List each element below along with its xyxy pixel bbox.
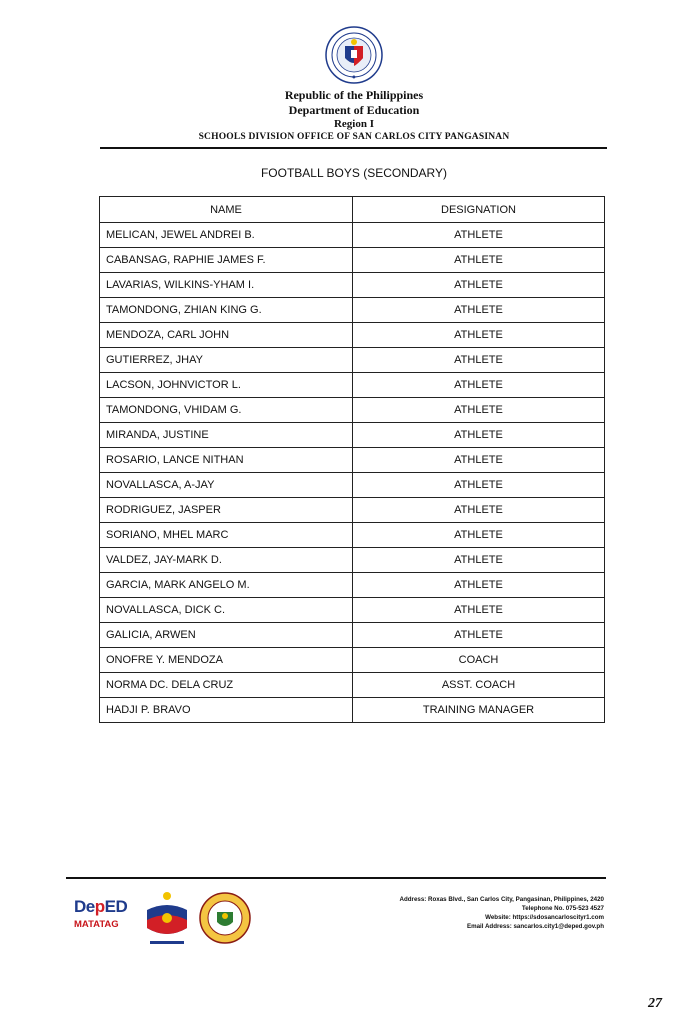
roster-table [99, 196, 605, 723]
header-name: NAME [100, 197, 353, 223]
table-row [100, 348, 605, 373]
cell-name: CABANSAG, RAPHIE JAMES F. [100, 248, 353, 273]
deped-logo-icon [74, 898, 134, 942]
letterhead-region: Region I [333, 118, 375, 130]
table-row [100, 573, 605, 598]
svg-text:●: ● [352, 74, 356, 79]
cell-designation: ATHLETE [353, 573, 605, 598]
cell-designation: ATHLETE [353, 323, 605, 348]
header-divider [100, 147, 607, 149]
contact-address: Address: Roxas Blvd., San Carlos City, Pangasinan, Philippines, 2420 [399, 896, 604, 903]
cell-designation: TRAINING MANAGER [353, 698, 605, 723]
table-row [100, 523, 605, 548]
deped-logo-text-a: De [74, 897, 95, 916]
cell-name: SORIANO, MHEL MARC [100, 523, 353, 548]
page-number: 27 [648, 996, 662, 1011]
table-row [100, 623, 605, 648]
cell-name: MELICAN, JEWEL ANDREI B. [100, 223, 353, 248]
deped-seal-icon [325, 26, 383, 84]
cell-designation: COACH [353, 648, 605, 673]
roster-body [100, 223, 605, 723]
contact-website[interactable]: Website: https://sdosancarloscityr1.com [485, 914, 604, 921]
cell-name: TAMONDONG, VHIDAM G. [100, 398, 353, 423]
cell-designation: ATHLETE [353, 548, 605, 573]
table-row [100, 373, 605, 398]
table-row [100, 273, 605, 298]
cell-designation: ATHLETE [353, 373, 605, 398]
cell-designation: ATHLETE [353, 473, 605, 498]
cell-designation: ATHLETE [353, 598, 605, 623]
table-row [100, 398, 605, 423]
cell-designation: ATHLETE [353, 248, 605, 273]
cell-name: TAMONDONG, ZHIAN KING G. [100, 298, 353, 323]
cell-designation: ATHLETE [353, 398, 605, 423]
cell-name: ROSARIO, LANCE NITHAN [100, 448, 353, 473]
cell-name: NOVALLASCA, A-JAY [100, 473, 353, 498]
table-row [100, 673, 605, 698]
header-designation: DESIGNATION [353, 197, 605, 223]
table-row [100, 698, 605, 723]
letterhead-republic: Republic of the Philippines [284, 88, 424, 102]
cell-designation: ATHLETE [353, 523, 605, 548]
table-row [100, 498, 605, 523]
cell-name: RODRIGUEZ, JASPER [100, 498, 353, 523]
document-title: FOOTBALL BOYS (SECONDARY) [260, 166, 448, 180]
cell-designation: ATHLETE [353, 423, 605, 448]
footer-divider [66, 877, 606, 879]
cell-name: MIRANDA, JUSTINE [100, 423, 353, 448]
table-row [100, 648, 605, 673]
division-seal-icon [199, 892, 251, 944]
table-row [100, 598, 605, 623]
letterhead-division: SCHOOLS DIVISION OFFICE OF SAN CARLOS CITY PANGASINAN [198, 132, 510, 142]
letterhead-department: Department of Education [288, 103, 420, 117]
cell-designation: ATHLETE [353, 448, 605, 473]
table-row [100, 423, 605, 448]
matatag-label: MATATAG [74, 919, 119, 930]
cell-designation: ATHLETE [353, 348, 605, 373]
table-row [100, 473, 605, 498]
contact-email[interactable]: Email Address: sancarlos.city1@deped.gov.ph [466, 923, 604, 930]
table-row [100, 298, 605, 323]
contact-telephone: Telephone No. 075-523 4527 [521, 905, 604, 912]
table-row [100, 448, 605, 473]
cell-name: NOVALLASCA, DICK C. [100, 598, 353, 623]
table-header-row [100, 197, 605, 223]
cell-designation: ATHLETE [353, 273, 605, 298]
cell-designation: ASST. COACH [353, 673, 605, 698]
cell-designation: ATHLETE [353, 223, 605, 248]
cell-designation: ATHLETE [353, 623, 605, 648]
cell-name: ONOFRE Y. MENDOZA [100, 648, 353, 673]
cell-name: GUTIERREZ, JHAY [100, 348, 353, 373]
table-row [100, 323, 605, 348]
footer-logos [74, 888, 254, 948]
cell-name: LACSON, JOHNVICTOR L. [100, 373, 353, 398]
cell-name: NORMA DC. DELA CRUZ [100, 673, 353, 698]
bagong-pilipinas-logo-icon [142, 888, 192, 948]
cell-name: VALDEZ, JAY-MARK D. [100, 548, 353, 573]
cell-name: MENDOZA, CARL JOHN [100, 323, 353, 348]
deped-logo-text-c: ED [104, 897, 128, 916]
cell-name: GALICIA, ARWEN [100, 623, 353, 648]
table-row [100, 548, 605, 573]
cell-name: HADJI P. BRAVO [100, 698, 353, 723]
letterhead [0, 88, 680, 143]
cell-name: LAVARIAS, WILKINS-YHAM I. [100, 273, 353, 298]
table-row [100, 223, 605, 248]
deped-logo-text-b: p [94, 897, 105, 916]
cell-designation: ATHLETE [353, 298, 605, 323]
cell-designation: ATHLETE [353, 498, 605, 523]
contact-block [400, 895, 604, 931]
cell-name: GARCIA, MARK ANGELO M. [100, 573, 353, 598]
table-row [100, 248, 605, 273]
